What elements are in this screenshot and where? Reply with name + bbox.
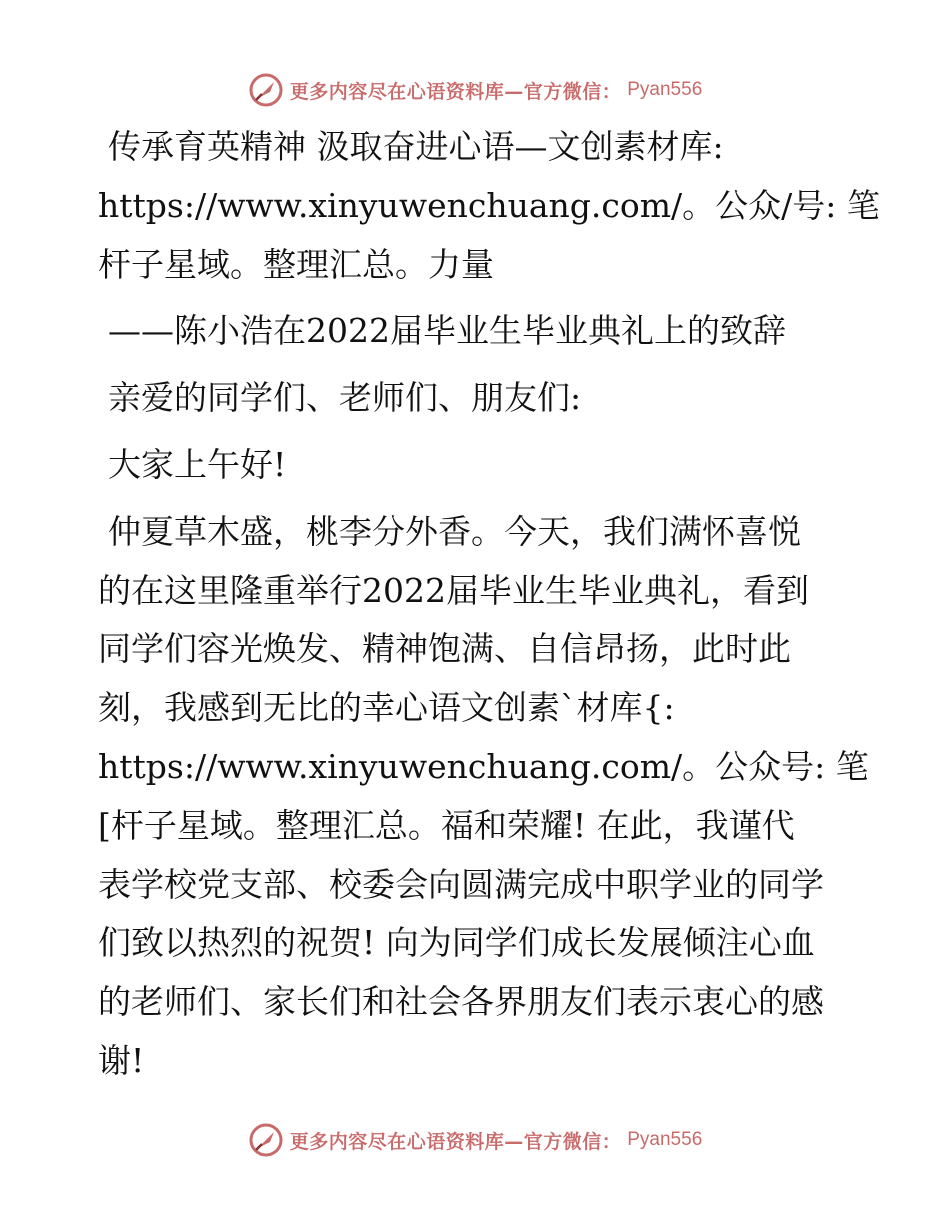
body-line: 表学校党支部、校委会向圆满完成中职学业的同学 (98, 864, 824, 904)
body-line: 谢! (98, 1040, 145, 1080)
body-line: 仲夏草木盛，桃李分外香。今天，我们满怀喜悦 (108, 511, 801, 551)
body-line: 的老师们、家长们和社会各界朋友们表示衷心的感 (98, 982, 824, 1022)
body-line: 同学们容光焕发、精神饱满、自信昂扬，此时此 (98, 629, 791, 669)
body-line: 杆子星域。整理汇总。力量 (98, 244, 494, 284)
header-banner-text: 更多内容尽在心语资料库—官方微信： (289, 80, 622, 103)
body-line: 的在这里隆重举行2022届毕业生毕业典礼，看到 (98, 570, 809, 610)
greeting: 大家上午好! (108, 444, 287, 484)
body-line: 传承育英精神 汲取奋进心语—文创素材库: (108, 127, 724, 166)
footer-banner (0, 1120, 950, 1160)
body-line: [杆子星域。整理汇总。福和荣耀! 在此，我谨代 (98, 805, 795, 845)
quill-logo-icon (248, 72, 284, 108)
document-body (98, 118, 880, 1091)
body-line: 刻，我感到无比的幸心语文创素`材库{: (98, 688, 675, 728)
speech-subtitle: ——陈小浩在2022届毕业生毕业典礼上的致辞 (108, 311, 786, 351)
body-line: https://www.xinyuwenchuang.com/。公众号: 笔 (98, 746, 869, 786)
header-banner (0, 70, 950, 110)
header-wechat-id: Pyan556 (627, 79, 703, 100)
salutation: 亲爱的同学们、老师们、朋友们: (108, 378, 582, 418)
footer-wechat-id: Pyan556 (627, 1129, 703, 1150)
footer-banner-text: 更多内容尽在心语资料库—官方微信： (289, 1130, 622, 1153)
quill-logo-icon (248, 1122, 284, 1158)
body-line: 们致以热烈的祝贺! 向为同学们成长发展倾注心血 (98, 923, 815, 963)
body-line: https://www.xinyuwenchuang.com/。公众/号: 笔 (98, 185, 880, 225)
